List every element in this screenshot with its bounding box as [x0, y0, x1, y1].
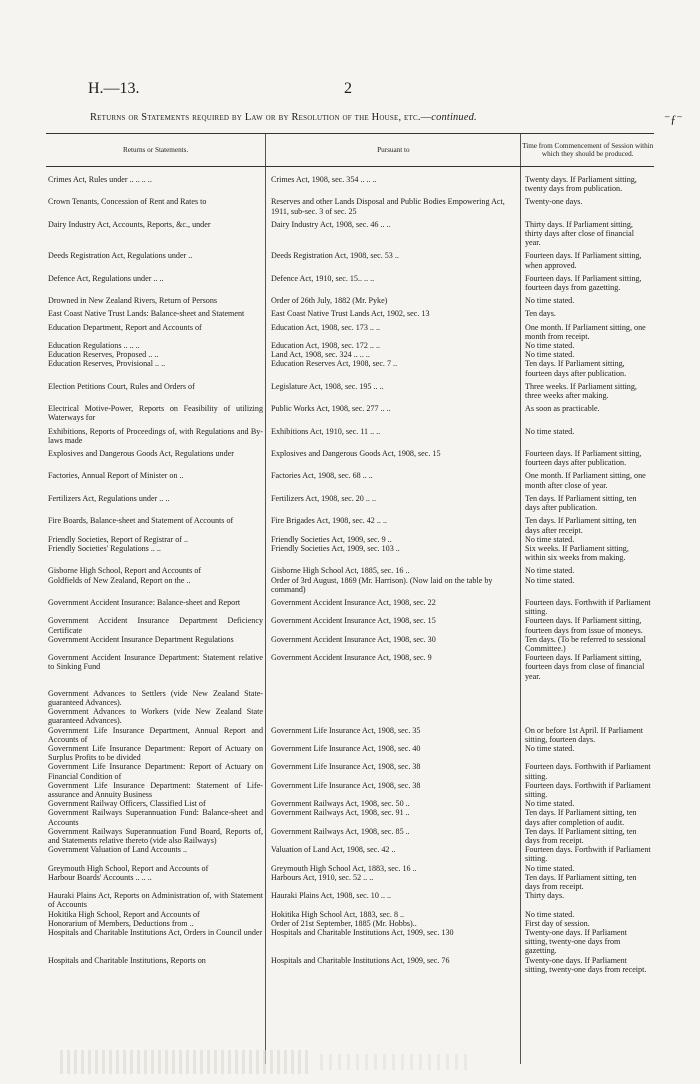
cell-pursuant: Government Life Insurance Act, 1908, sec. 40: [271, 743, 421, 753]
table-row: [46, 566, 654, 575]
cell-time: One month. If Parliament sitting, one month after close of year.: [525, 471, 646, 490]
table-row: [46, 762, 654, 780]
cell-time: Fourteen days. If Parliament sitting, fourteen days from close of financial year.: [525, 653, 645, 681]
cell-returns: Government Accident Insurance Department: Statement relative to Sinking Fund: [48, 653, 263, 672]
title-continued: continued.: [431, 112, 477, 123]
cell-returns: Government Railways Superannuation Fund Board, Reports of, and Statements relative thereto (vide also Railways): [48, 826, 263, 845]
cell-pursuant: Fire Brigades Act, 1908, sec. 42 .. ..: [271, 516, 387, 526]
cell-returns: Factories, Annual Report of Minister on ..: [48, 471, 184, 481]
header-time: Time from Commencement of Session within which they should be produced.: [520, 134, 654, 166]
table-row: [46, 359, 654, 377]
cell-returns: East Coast Native Trust Lands: Balance-sheet and Statement: [48, 309, 245, 319]
cell-returns: Gisborne High School, Report and Accounts of: [48, 566, 202, 576]
cell-time: Ten days. If Parliament sitting, ten days after receipt.: [525, 516, 637, 535]
table-row: [46, 220, 654, 248]
cell-returns: Government Life Insurance Department: Report of Actuary on Surplus Profits to be divided: [48, 743, 263, 763]
table-row: [46, 494, 654, 512]
cell-returns: Honorarium of Members, Deductions from ..: [48, 918, 194, 928]
table-row: [46, 382, 654, 400]
cell-returns: Hauraki Plains Act, Reports on Administration of, with Statement of Accounts: [48, 891, 263, 910]
cell-returns: Education Regulations .. .. ..: [48, 341, 140, 351]
cell-pursuant: Government Life Insurance Act, 1908, sec. 38: [271, 780, 421, 790]
cell-returns: Hospitals and Charitable Institutions Act, Orders in Council under: [48, 928, 263, 938]
table-row: [46, 845, 654, 863]
table-row: [46, 175, 654, 193]
table-row: [46, 535, 654, 544]
table-row: [46, 197, 654, 215]
cell-pursuant: Valuation of Land Act, 1908, sec. 42 ..: [271, 845, 396, 855]
cell-pursuant: Government Life Insurance Act, 1908, sec. 38: [271, 762, 421, 772]
cell-returns: Friendly Societies, Report of Registrar of ..: [48, 534, 189, 544]
cell-returns: Government Advances to Workers (vide New Zealand State guaranteed Advances).: [48, 707, 263, 726]
table-row: [46, 864, 654, 873]
title-text: Returns or Statements required by Law or by Resolution of the House, etc.—: [90, 112, 432, 123]
returns-table: [46, 133, 654, 1064]
table-row: [46, 296, 654, 305]
cell-time: Twenty days. If Parliament sitting, twenty days from publication.: [525, 175, 637, 194]
cell-returns: Government Life Insurance Department, Annual Report and Accounts of: [48, 725, 263, 744]
cell-time: Fourteen days. Forthwith if Parliament sitting.: [525, 780, 651, 799]
cell-pursuant: East Coast Native Trust Lands Act, 1902, sec. 13: [271, 309, 430, 319]
cell-time: Ten days. If Parliament sitting, ten days from receipt.: [525, 826, 637, 845]
table-row: [46, 404, 654, 422]
table-row: [46, 635, 654, 653]
cell-pursuant: Crimes Act, 1908, sec. 354 .. .. ..: [271, 175, 377, 184]
cell-time: As soon as practicable.: [525, 404, 600, 414]
cell-time: [521, 707, 654, 725]
cell-time: Ten days. If Parliament sitting, ten days from receipt.: [525, 872, 637, 892]
table-row: [46, 910, 654, 919]
cell-time: Twenty-one days.: [525, 197, 583, 207]
cell-returns: Crown Tenants, Concession of Rent and Rates to: [48, 197, 207, 207]
table-row: [46, 350, 654, 359]
cell-pursuant: Government Railways Act, 1908, sec. 50 ..: [271, 799, 410, 809]
cell-returns: Hospitals and Charitable Institutions, Reports on: [48, 955, 206, 965]
page-number: 2: [344, 80, 352, 97]
cell-pursuant: [266, 689, 521, 707]
cell-pursuant: Defence Act, 1910, sec. 15.. .. ..: [271, 273, 375, 283]
cell-pursuant: Hospitals and Charitable Institutions Act, 1909, sec. 76: [271, 955, 450, 965]
cell-pursuant: Government Accident Insurance Act, 1908, sec. 22: [271, 597, 436, 607]
cell-time: On or before 1st April. If Parliament sitting, fourteen days.: [525, 725, 644, 744]
table-row: [46, 808, 654, 826]
cell-pursuant: Explosives and Dangerous Goods Act, 1908, sec. 15: [271, 449, 441, 459]
cell-returns: Government Life Insurance Department: Report of Actuary on Financial Condition of: [48, 762, 263, 781]
cell-pursuant: Hospitals and Charitable Institutions Act, 1909, sec. 130: [271, 928, 454, 938]
cell-pursuant: [266, 707, 521, 725]
table-row: [46, 707, 654, 725]
cell-time: No time stated.: [525, 863, 575, 873]
cell-pursuant: Government Accident Insurance Act, 1908, sec. 15: [271, 616, 436, 626]
cell-time: No time stated.: [525, 350, 575, 360]
cell-pursuant: Land Act, 1908, sec. 324 .. .. ..: [271, 350, 370, 360]
cell-pursuant: Government Accident Insurance Act, 1908, sec. 9: [271, 653, 432, 663]
cell-time: No time stated.: [525, 743, 575, 753]
cell-returns: Defence Act, Regulations under .. ..: [48, 273, 164, 283]
page-title: [90, 112, 650, 123]
print-smudge: [320, 1054, 470, 1070]
table-row: [46, 726, 654, 744]
cell-returns: Deeds Registration Act, Regulations under ..: [48, 251, 193, 261]
table-row: [46, 471, 654, 489]
cell-returns: Government Railway Officers, Classified List of: [48, 799, 206, 809]
table-row: [46, 891, 654, 909]
cell-time: No time stated.: [525, 909, 575, 919]
table-row: [46, 309, 654, 318]
cell-time: No time stated.: [525, 296, 575, 306]
cell-pursuant: Fertilizers Act, 1908, sec. 20 .. ..: [271, 493, 376, 503]
margin-mark: ⁻ƒ⁻: [664, 112, 683, 126]
cell-pursuant: Deeds Registration Act, 1908, sec. 53 ..: [271, 251, 399, 261]
cell-time: Three weeks. If Parliament sitting, three weeks after making.: [525, 381, 637, 401]
cell-pursuant: Gisborne High School Act, 1885, sec. 16 ..: [271, 566, 410, 576]
cell-time: Ten days.: [525, 309, 556, 319]
table-row: [46, 956, 654, 974]
cell-returns: Friendly Societies' Regulations .. ..: [48, 543, 161, 553]
table-row: [46, 653, 654, 681]
cell-returns: Government Accident Insurance Department Regulations: [48, 634, 234, 644]
cell-time: Ten days. If Parliament sitting, ten days after publication.: [525, 493, 637, 513]
cell-returns: Government Life Insurance Department: Statement of Life-assurance and Annuity Business: [48, 780, 263, 799]
cell-time: No time stated.: [525, 566, 575, 576]
cell-returns: Fire Boards, Balance-sheet and Statement of Accounts of: [48, 516, 234, 526]
table-header: [46, 133, 654, 167]
table-row: [46, 323, 654, 341]
table-row: [46, 274, 654, 292]
table-row: [46, 449, 654, 467]
cell-returns: Fertilizers Act, Regulations under .. ..: [48, 493, 170, 503]
cell-time: Six weeks. If Parliament sitting, within six weeks from making.: [525, 543, 629, 563]
cell-pursuant: Hokitika High School Act, 1883, sec. 8 ..: [271, 909, 405, 919]
cell-time: Fourteen days. If Parliament sitting, fourteen days from gazetting.: [525, 273, 642, 293]
cell-pursuant: Public Works Act, 1908, sec. 277 .. ..: [271, 404, 391, 414]
cell-pursuant: Order of 3rd August, 1869 (Mr. Harrison). (Now laid on the table by command): [271, 575, 493, 594]
table-row: [46, 873, 654, 891]
table-row: [46, 928, 654, 956]
cell-time: Fourteen days. Forthwith if Parliament sitting.: [525, 762, 651, 781]
cell-time: Fourteen days. If Parliament sitting, when approved.: [525, 251, 642, 270]
cell-returns: Explosives and Dangerous Goods Act, Regulations under: [48, 449, 234, 459]
cell-pursuant: Legislature Act, 1908, sec. 195 .. ..: [271, 381, 384, 391]
cell-time: No time stated.: [525, 575, 575, 585]
table-row: [46, 576, 654, 594]
cell-pursuant: Education Act, 1908, sec. 172 .. ..: [271, 341, 381, 351]
cell-pursuant: Reserves and other Lands Disposal and Public Bodies Empowering Act, 1911, sub-sec. 3 of sec. 25: [271, 197, 505, 216]
cell-pursuant: Greymouth High School Act, 1883, sec. 16 ..: [271, 863, 417, 873]
cell-time: No time stated.: [525, 341, 575, 351]
cell-returns: Goldfields of New Zealand, Report on the ..: [48, 575, 191, 585]
cell-pursuant: Factories Act, 1908, sec. 68 .. ..: [271, 471, 373, 481]
cell-time: No time stated.: [525, 534, 575, 544]
cell-pursuant: Education Reserves Act, 1908, sec. 7 ..: [271, 359, 398, 369]
header-pursuant: Pursuant to: [265, 134, 520, 166]
table-row: [46, 516, 654, 534]
print-smudge: [60, 1050, 310, 1074]
cell-returns: Education Department, Report and Accounts of: [48, 322, 202, 332]
cell-returns: Education Reserves, Provisional .. ..: [48, 359, 166, 369]
cell-time: No time stated.: [525, 426, 575, 436]
cell-time: Ten days. (To be referred to sessional Committee.): [525, 634, 646, 653]
cell-pursuant: Government Life Insurance Act, 1908, sec. 35: [271, 725, 421, 735]
cell-time: Twenty-one days. If Parliament sitting, twenty-one days from receipt.: [525, 955, 647, 974]
cell-time: Fourteen days. If Parliament sitting, fourteen days from issue of moneys.: [525, 616, 643, 635]
table-row: [46, 919, 654, 928]
table-row: [46, 827, 654, 845]
table-row: [46, 689, 654, 707]
table-row: [46, 781, 654, 799]
cell-pursuant: Government Accident Insurance Act, 1908, sec. 30: [271, 634, 436, 644]
cell-returns: Hokitika High School, Report and Accounts of: [48, 909, 200, 919]
table-rows: [46, 167, 654, 974]
cell-time: Twenty-one days. If Parliament sitting, twenty-one days from gazetting.: [525, 928, 627, 956]
cell-returns: Government Railways Superannuation Fund: Balance-sheet and Accounts: [48, 808, 263, 827]
cell-time: One month. If Parliament sitting, one month from receipt.: [525, 322, 646, 341]
cell-returns: Government Advances to Settlers (vide New Zealand State-guaranteed Advances).: [48, 688, 263, 707]
table-row: [46, 251, 654, 269]
table-row: [46, 341, 654, 350]
cell-time: Thirty days. If Parliament sitting, thirty days after close of financial year.: [525, 219, 634, 248]
table-row: [46, 799, 654, 808]
table-row: [46, 544, 654, 562]
cell-time: Fourteen days. Forthwith if Parliament sitting.: [525, 845, 651, 864]
cell-returns: Government Accident Insurance: Balance-sheet and Report: [48, 597, 241, 607]
cell-time: Ten days. If Parliament sitting, fourteen days after publication.: [525, 359, 627, 378]
cell-time: Ten days. If Parliament sitting, ten days after completion of audit.: [525, 808, 637, 827]
cell-time: Fourteen days. If Parliament sitting, fourteen days after publication.: [525, 449, 642, 468]
table-row: [46, 427, 654, 445]
cell-pursuant: Exhibitions Act, 1910, sec. 11 .. ..: [271, 426, 381, 436]
cell-returns: Government Valuation of Land Accounts ..: [48, 845, 187, 855]
cell-pursuant: Order of 21st September, 1885 (Mr. Hobbs)..: [271, 918, 417, 928]
cell-pursuant: Friendly Societies Act, 1909, sec. 9 ..: [271, 534, 392, 544]
cell-returns: Exhibitions, Reports of Proceedings of, with Regulations and By-laws made: [48, 426, 263, 445]
cell-time: [521, 689, 654, 707]
cell-pursuant: Dairy Industry Act, 1908, sec. 46 .. ..: [271, 219, 391, 229]
cell-pursuant: Friendly Societies Act, 1909, sec. 103 ..: [271, 543, 400, 553]
table-row: [46, 744, 654, 762]
cell-pursuant: Education Act, 1908, sec. 173 .. ..: [271, 322, 381, 332]
table-row: [46, 616, 654, 634]
cell-pursuant: Government Railways Act, 1908, sec. 85 ..: [271, 826, 410, 836]
cell-returns: Education Reserves, Proposed .. ..: [48, 350, 159, 360]
cell-time: First day of session.: [525, 918, 590, 928]
cell-returns: Drowned in New Zealand Rivers, Return of Persons: [48, 296, 218, 306]
cell-time: Fourteen days. Forthwith if Parliament sitting.: [525, 597, 651, 617]
table-row: [46, 598, 654, 616]
cell-time: No time stated.: [525, 799, 575, 809]
cell-pursuant: Government Railways Act, 1908, sec. 91 ..: [271, 808, 410, 818]
table-body: [46, 167, 654, 1064]
cell-returns: Greymouth High School, Report and Accounts of: [48, 863, 209, 873]
cell-pursuant: Hauraki Plains Act, 1908, sec. 10 .. ..: [271, 891, 392, 901]
cell-returns: Election Petitions Court, Rules and Orders of: [48, 381, 195, 391]
cell-pursuant: Order of 26th July, 1882 (Mr. Pyke): [271, 296, 388, 306]
cell-time: Thirty days.: [525, 891, 565, 901]
cell-pursuant: Harbours Act, 1910, sec. 52 .. ..: [271, 872, 374, 882]
cell-returns: Dairy Industry Act, Accounts, Reports, &c., under: [48, 219, 211, 229]
cell-returns: Government Accident Insurance Department Deficiency Certificate: [48, 616, 263, 635]
header-returns: Returns or Statements.: [123, 146, 189, 154]
cell-returns: Electrical Motive-Power, Reports on Feasibility of utilizing Waterways for: [48, 404, 263, 423]
cell-returns: Crimes Act, Rules under .. .. .. ..: [48, 175, 152, 184]
document-code: H.—13.: [88, 80, 140, 97]
cell-returns: Harbour Boards' Accounts .. .. ..: [48, 872, 152, 882]
